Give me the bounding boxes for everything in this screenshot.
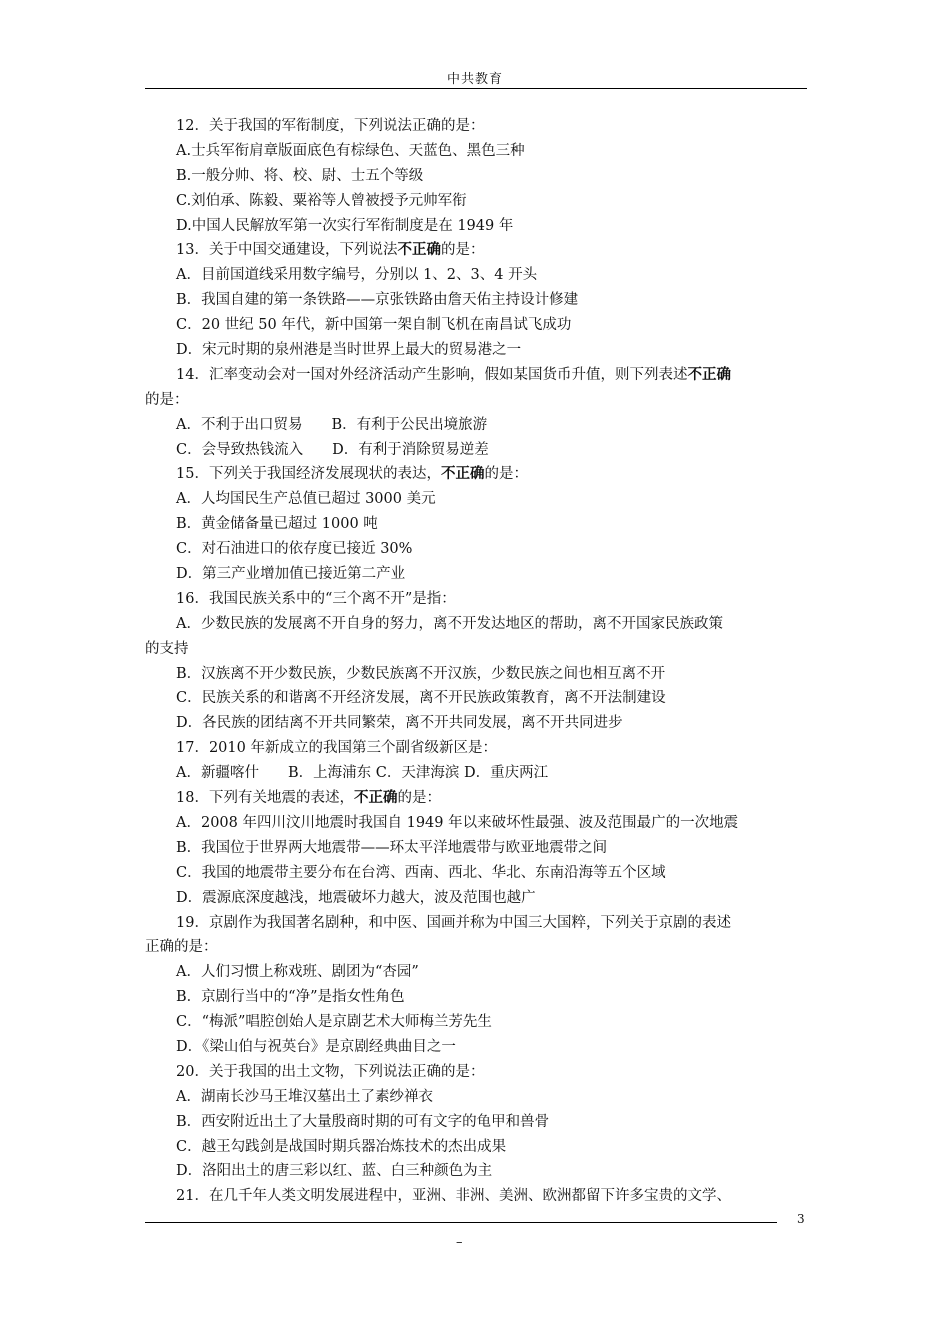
line-text: 的是：	[484, 466, 528, 483]
text-line	[145, 786, 805, 811]
text-line: 20．关于我国的出土文物，下列说法正确的是：	[176, 1063, 485, 1080]
text-line: 正确的是：	[145, 939, 218, 956]
text-line: D．各民族的团结离不开共同繁荣，离不开共同发展，离不开共同进步	[176, 715, 623, 732]
text-line: A．人们习惯上称戏班、剧团为“杏园”	[176, 964, 419, 981]
page-number: 3	[797, 1212, 805, 1226]
text-line: A．不利于出口贸易 B．有利于公民出境旅游	[176, 416, 488, 433]
text-line: B．西安附近出土了大量殷商时期的可有文字的龟甲和兽骨	[176, 1113, 550, 1130]
text-line: D．宋元时期的泉州港是当时世界上最大的贸易港之一	[176, 342, 522, 359]
text-line: C.刘伯承、陈毅、粟裕等人曾被授予元帅军衔	[176, 192, 467, 209]
text-line: A．目前国道线采用数字编号，分别以 1、2、3、4 开头	[176, 267, 538, 284]
text-line: 19．京剧作为我国著名剧种，和中医、国画并称为中国三大国粹，下列关于京剧的表述	[176, 914, 731, 931]
emphasis-text: 不正确	[687, 366, 731, 383]
text-line: C．民族关系的和谐离不开经济发展，离不开民族政策教育，离不开法制建设	[176, 690, 666, 707]
text-line: 21．在几千年人类文明发展进程中，亚洲、非洲、美洲、欧洲都留下许多宝贵的文学、	[176, 1188, 731, 1205]
line-text: 13．关于中国交通建设，下列说法	[176, 242, 398, 259]
line-text: 的是：	[397, 790, 441, 807]
page-header: 中共教育	[446, 72, 503, 87]
text-line: 12．关于我国的军衔制度，下列说法正确的是：	[176, 118, 485, 134]
text-line: B．我国自建的第一条铁路——京张铁路由詹天佑主持设计修建	[176, 292, 579, 309]
text-line: A．2008 年四川汶川地震时我国自 1949 年以来破坏性最强、波及范围最广的一次地震	[176, 814, 739, 831]
text-line: D．洛阳出土的唐三彩以红、蓝、白三种颜色为主	[176, 1163, 493, 1180]
text-line: C．“梅派”唱腔创始人是京剧艺术大师梅兰芳先生	[176, 1014, 492, 1031]
text-line: B.一般分帅、将、校、尉、士五个等级	[176, 167, 424, 184]
emphasis-text: 不正确	[353, 790, 398, 807]
text-line: C．20 世纪 50 年代，新中国第一架自制飞机在南昌试飞成功	[176, 317, 572, 334]
line-text: 15．下列关于我国经济发展现状的表达，	[176, 466, 441, 483]
text-line: D．《梁山伯与祝英台》是京剧经典曲目之一	[176, 1038, 456, 1055]
text-line: C．越王勾践剑是战国时期兵器冶炼技术的杰出成果	[176, 1138, 507, 1155]
text-line: A．人均国民生产总值已超过 3000 美元	[176, 491, 436, 508]
text-line: A.士兵军衔肩章版面底色有棕绿色、天蓝色、黑色三种	[176, 142, 525, 159]
text-line: A．湖南长沙马王堆汉墓出土了素纱禅衣	[176, 1088, 433, 1105]
emphasis-text: 不正确	[440, 466, 485, 483]
text-line: C．我国的地震带主要分布在台湾、西南、西北、华北、东南沿海等五个区域	[176, 864, 666, 881]
text-line: 的是：	[145, 391, 189, 408]
text-line: D.中国人民解放军第一次实行军衔制度是在 1949 年	[176, 217, 514, 234]
text-line: D．第三产业增加值已接近第二产业	[176, 566, 406, 583]
text-line: C．对石油进口的依存度已接近 30%	[176, 541, 413, 558]
document-body	[145, 114, 805, 1209]
line-text: 的是：	[440, 242, 485, 259]
emphasis-text: 不正确	[397, 242, 441, 259]
text-line: 16．我国民族关系中的“三个离不开”是指：	[176, 590, 456, 607]
line-text: 14．汇率变动会对一国对外经济活动产生影响，假如某国货币升值，则下列表述	[176, 366, 688, 383]
text-line	[145, 462, 805, 487]
text-line: B．京剧行当中的“净”是指女性角色	[176, 989, 405, 1006]
line-text: 18．下列有关地震的表述，	[176, 790, 354, 807]
header-rule	[145, 88, 807, 89]
text-line: A．少数民族的发展离不开自身的努力，离不开发达地区的帮助，离不开国家民族政策	[176, 615, 723, 632]
text-line: 17．2010 年新成立的我国第三个副省级新区是：	[176, 740, 497, 757]
text-line	[145, 238, 805, 263]
text-line: B．汉族离不开少数民族，少数民族离不开汉族，少数民族之间也相互离不开	[176, 665, 666, 682]
footer-rule	[145, 1222, 777, 1223]
text-line: C．会导致热钱流入 D．有利于消除贸易逆差	[176, 441, 489, 458]
text-line: A．新疆喀什 B．上海浦东 C．天津海滨 D．重庆两江	[176, 765, 549, 782]
text-line: B．我国位于世界两大地震带——环太平洋地震带与欧亚地震带之间	[176, 839, 608, 856]
text-line	[145, 363, 805, 388]
text-line: 的支持	[145, 640, 189, 657]
footer-dash: –	[456, 1235, 463, 1250]
text-line: B．黄金储备量已超过 1000 吨	[176, 516, 378, 533]
text-line: D．震源底深度越浅，地震破坏力越大，波及范围也越广	[176, 889, 536, 906]
